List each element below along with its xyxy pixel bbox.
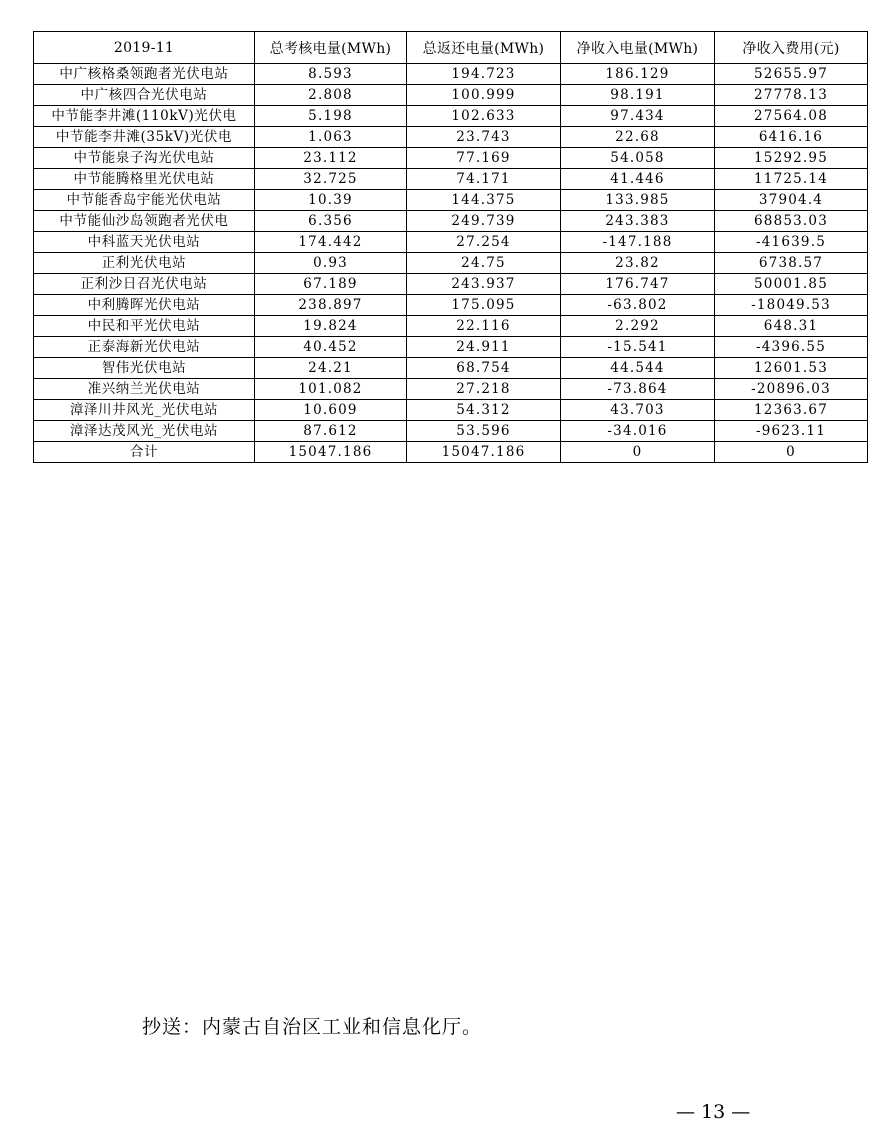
net-energy-cell: 2.292 bbox=[561, 316, 715, 337]
returned-energy-cell: 144.375 bbox=[407, 190, 561, 211]
table-row bbox=[34, 169, 868, 190]
station-name-cell: 正利沙日召光伏电站 bbox=[34, 274, 255, 295]
table-row bbox=[34, 211, 868, 232]
settlement-table bbox=[33, 31, 868, 463]
returned-energy-cell: 24.911 bbox=[407, 337, 561, 358]
assessed-energy-cell: 8.593 bbox=[255, 64, 407, 85]
returned-energy-cell: 102.633 bbox=[407, 106, 561, 127]
station-name-cell: 中科蓝天光伏电站 bbox=[34, 232, 255, 253]
table-row bbox=[34, 64, 868, 85]
returned-energy-cell: 175.095 bbox=[407, 295, 561, 316]
assessed-energy-cell: 0.93 bbox=[255, 253, 407, 274]
assessed-energy-cell: 40.452 bbox=[255, 337, 407, 358]
net-energy-cell: -34.016 bbox=[561, 421, 715, 442]
table-row bbox=[34, 253, 868, 274]
station-name-cell: 中节能腾格里光伏电站 bbox=[34, 169, 255, 190]
net-energy-cell: 186.129 bbox=[561, 64, 715, 85]
assessed-energy-cell: 32.725 bbox=[255, 169, 407, 190]
net-fee-cell: -9623.11 bbox=[715, 421, 868, 442]
net-energy-cell: -63.802 bbox=[561, 295, 715, 316]
net-fee-cell: 6416.16 bbox=[715, 127, 868, 148]
station-name-cell: 中广核四合光伏电站 bbox=[34, 85, 255, 106]
table-row bbox=[34, 379, 868, 400]
net-fee-cell: 0 bbox=[715, 442, 868, 463]
header-net-income-fee: 净收入费用(元) bbox=[715, 32, 868, 64]
page-number: — 13 — bbox=[676, 1101, 751, 1123]
station-name-cell: 漳泽达茂风光_光伏电站 bbox=[34, 421, 255, 442]
header-net-income-energy: 净收入电量(MWh) bbox=[561, 32, 715, 64]
station-name-cell: 智伟光伏电站 bbox=[34, 358, 255, 379]
station-name-cell: 准兴纳兰光伏电站 bbox=[34, 379, 255, 400]
assessed-energy-cell: 10.609 bbox=[255, 400, 407, 421]
returned-energy-cell: 54.312 bbox=[407, 400, 561, 421]
returned-energy-cell: 22.116 bbox=[407, 316, 561, 337]
net-energy-cell: 243.383 bbox=[561, 211, 715, 232]
header-total-returned-energy: 总返还电量(MWh) bbox=[407, 32, 561, 64]
station-name-cell: 合计 bbox=[34, 442, 255, 463]
returned-energy-cell: 68.754 bbox=[407, 358, 561, 379]
net-energy-cell: -15.541 bbox=[561, 337, 715, 358]
returned-energy-cell: 249.739 bbox=[407, 211, 561, 232]
table-row bbox=[34, 358, 868, 379]
assessed-energy-cell: 238.897 bbox=[255, 295, 407, 316]
returned-energy-cell: 194.723 bbox=[407, 64, 561, 85]
net-fee-cell: 27778.13 bbox=[715, 85, 868, 106]
net-energy-cell: 23.82 bbox=[561, 253, 715, 274]
table-row bbox=[34, 274, 868, 295]
header-total-assessed-energy: 总考核电量(MWh) bbox=[255, 32, 407, 64]
total-row bbox=[34, 442, 868, 463]
station-name-cell: 中节能李井滩(35kV)光伏电 bbox=[34, 127, 255, 148]
net-fee-cell: 648.31 bbox=[715, 316, 868, 337]
net-energy-cell: 22.68 bbox=[561, 127, 715, 148]
table-row bbox=[34, 232, 868, 253]
assessed-energy-cell: 19.824 bbox=[255, 316, 407, 337]
assessed-energy-cell: 2.808 bbox=[255, 85, 407, 106]
returned-energy-cell: 27.218 bbox=[407, 379, 561, 400]
table-row bbox=[34, 337, 868, 358]
table-row bbox=[34, 400, 868, 421]
assessed-energy-cell: 101.082 bbox=[255, 379, 407, 400]
returned-energy-cell: 27.254 bbox=[407, 232, 561, 253]
net-fee-cell: -4396.55 bbox=[715, 337, 868, 358]
table-header bbox=[34, 32, 868, 64]
table-row bbox=[34, 85, 868, 106]
net-energy-cell: 133.985 bbox=[561, 190, 715, 211]
assessed-energy-cell: 15047.186 bbox=[255, 442, 407, 463]
station-name-cell: 中广核格桑领跑者光伏电站 bbox=[34, 64, 255, 85]
returned-energy-cell: 100.999 bbox=[407, 85, 561, 106]
station-name-cell: 中节能李井滩(110kV)光伏电 bbox=[34, 106, 255, 127]
station-name-cell: 中节能泉子沟光伏电站 bbox=[34, 148, 255, 169]
net-energy-cell: 44.544 bbox=[561, 358, 715, 379]
net-energy-cell: 97.434 bbox=[561, 106, 715, 127]
station-name-cell: 正利光伏电站 bbox=[34, 253, 255, 274]
returned-energy-cell: 24.75 bbox=[407, 253, 561, 274]
net-fee-cell: -41639.5 bbox=[715, 232, 868, 253]
station-name-cell: 中民和平光伏电站 bbox=[34, 316, 255, 337]
station-name-cell: 中利腾晖光伏电站 bbox=[34, 295, 255, 316]
net-fee-cell: 12363.67 bbox=[715, 400, 868, 421]
header-month: 2019-11 bbox=[34, 32, 255, 64]
cc-recipient-line: 抄送：内蒙古自治区工业和信息化厅。 bbox=[142, 1016, 483, 1038]
net-energy-cell: 43.703 bbox=[561, 400, 715, 421]
net-fee-cell: 12601.53 bbox=[715, 358, 868, 379]
table-row bbox=[34, 421, 868, 442]
net-fee-cell: 50001.85 bbox=[715, 274, 868, 295]
header-row bbox=[34, 32, 868, 64]
assessed-energy-cell: 87.612 bbox=[255, 421, 407, 442]
net-energy-cell: 54.058 bbox=[561, 148, 715, 169]
station-name-cell: 正泰海新光伏电站 bbox=[34, 337, 255, 358]
net-fee-cell: -18049.53 bbox=[715, 295, 868, 316]
net-fee-cell: 27564.08 bbox=[715, 106, 868, 127]
station-name-cell: 中节能香岛宇能光伏电站 bbox=[34, 190, 255, 211]
assessed-energy-cell: 174.442 bbox=[255, 232, 407, 253]
assessed-energy-cell: 67.189 bbox=[255, 274, 407, 295]
net-energy-cell: 98.191 bbox=[561, 85, 715, 106]
assessed-energy-cell: 10.39 bbox=[255, 190, 407, 211]
table-row bbox=[34, 106, 868, 127]
assessed-energy-cell: 5.198 bbox=[255, 106, 407, 127]
assessed-energy-cell: 24.21 bbox=[255, 358, 407, 379]
table-row bbox=[34, 127, 868, 148]
net-energy-cell: 0 bbox=[561, 442, 715, 463]
station-name-cell: 漳泽川井风光_光伏电站 bbox=[34, 400, 255, 421]
net-fee-cell: -20896.03 bbox=[715, 379, 868, 400]
net-energy-cell: 176.747 bbox=[561, 274, 715, 295]
station-name-cell: 中节能仙沙岛领跑者光伏电 bbox=[34, 211, 255, 232]
assessed-energy-cell: 23.112 bbox=[255, 148, 407, 169]
table-row bbox=[34, 190, 868, 211]
returned-energy-cell: 74.171 bbox=[407, 169, 561, 190]
assessed-energy-cell: 1.063 bbox=[255, 127, 407, 148]
returned-energy-cell: 53.596 bbox=[407, 421, 561, 442]
net-energy-cell: -73.864 bbox=[561, 379, 715, 400]
returned-energy-cell: 77.169 bbox=[407, 148, 561, 169]
returned-energy-cell: 15047.186 bbox=[407, 442, 561, 463]
net-fee-cell: 68853.03 bbox=[715, 211, 868, 232]
table-row bbox=[34, 295, 868, 316]
table-body bbox=[34, 64, 868, 463]
net-fee-cell: 37904.4 bbox=[715, 190, 868, 211]
table-row bbox=[34, 316, 868, 337]
net-fee-cell: 6738.57 bbox=[715, 253, 868, 274]
net-fee-cell: 15292.95 bbox=[715, 148, 868, 169]
returned-energy-cell: 23.743 bbox=[407, 127, 561, 148]
net-fee-cell: 11725.14 bbox=[715, 169, 868, 190]
net-energy-cell: 41.446 bbox=[561, 169, 715, 190]
table-row bbox=[34, 148, 868, 169]
assessed-energy-cell: 6.356 bbox=[255, 211, 407, 232]
returned-energy-cell: 243.937 bbox=[407, 274, 561, 295]
net-fee-cell: 52655.97 bbox=[715, 64, 868, 85]
net-energy-cell: -147.188 bbox=[561, 232, 715, 253]
